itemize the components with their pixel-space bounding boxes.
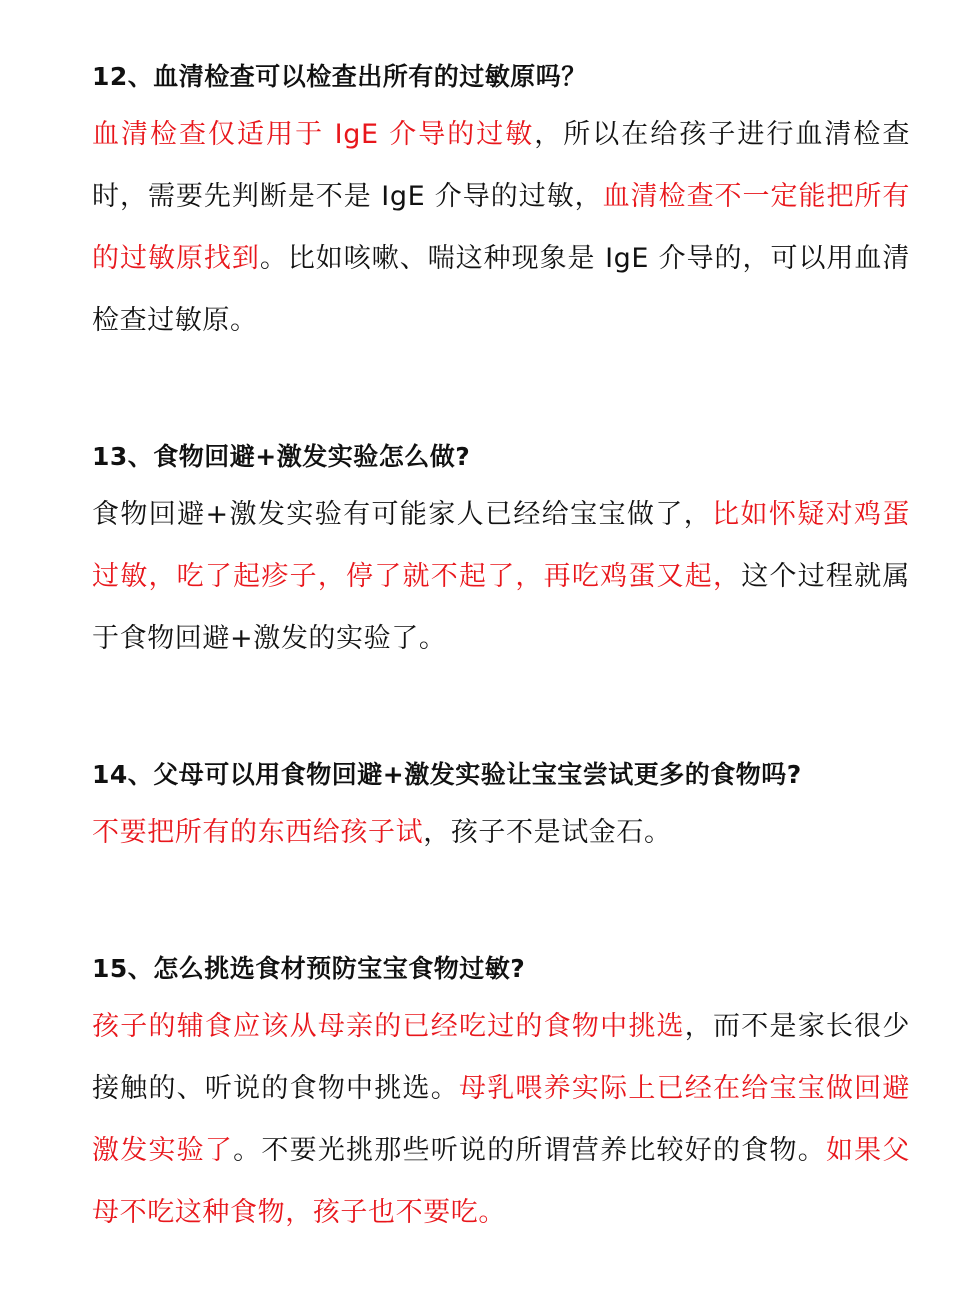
qa-section-14 [92,758,910,864]
answer-13-text-1: 食物回避+激发实验有可能家人已经给宝宝做了， [92,499,713,530]
answer-12-text-1: ，所以在给孩子进行血清检查时，需要先判断是不是 IgE 介导的过敏， [92,119,910,212]
answer-14 [92,802,910,864]
answer-15-text-2: 。不要光挑那些听说的所谓营养比较好的食物。 [233,1135,826,1166]
answer-14-highlight-1: 不要把所有的东西给孩子试 [92,817,424,848]
answer-12-highlight-1: 血清检查仅适用于 IgE 介导的过敏 [92,119,535,150]
answer-13 [92,484,910,670]
question-13: 13、食物回避+激发实验怎么做? [92,442,471,471]
answer-12 [92,104,910,352]
question-15: 15、怎么挑选食材预防宝宝食物过敏? [92,954,526,983]
qa-section-13 [92,440,910,670]
answer-14-text-1: ，孩子不是试金石。 [423,817,672,848]
answer-15-highlight-2: 母乳喂养实际上已经在给宝宝做回避激发实验了 [92,1073,910,1166]
answer-12-highlight-2: 血清检查不一定能把所有的过敏原找到 [92,181,910,274]
qa-section-15 [92,952,910,1244]
question-12: 12、血清检查可以检查出所有的过敏原吗？ [92,62,587,91]
qa-section-12 [92,60,910,352]
answer-15-text-1: ，而不是家长很少接触的、听说的食物中挑选。 [92,1011,910,1104]
answer-13-highlight-1: 比如怀疑对鸡蛋过敏，吃了起疹子，停了就不起了，再吃鸡蛋又起， [92,499,911,592]
answer-15 [92,996,910,1244]
answer-15-highlight-1: 孩子的辅食应该从母亲的已经吃过的食物中挑选 [92,1011,685,1042]
question-14: 14、父母可以用食物回避+激发实验让宝宝尝试更多的食物吗? [92,760,802,789]
answer-13-text-2: 这个过程就属于食物回避+激发的实验了。 [92,561,910,654]
answer-15-highlight-3: 如果父母不吃这种食物，孩子也不要吃。 [92,1135,910,1228]
answer-12-text-2: 。比如咳嗽、喘这种现象是 IgE 介导的，可以用血清检查过敏原。 [92,243,910,336]
